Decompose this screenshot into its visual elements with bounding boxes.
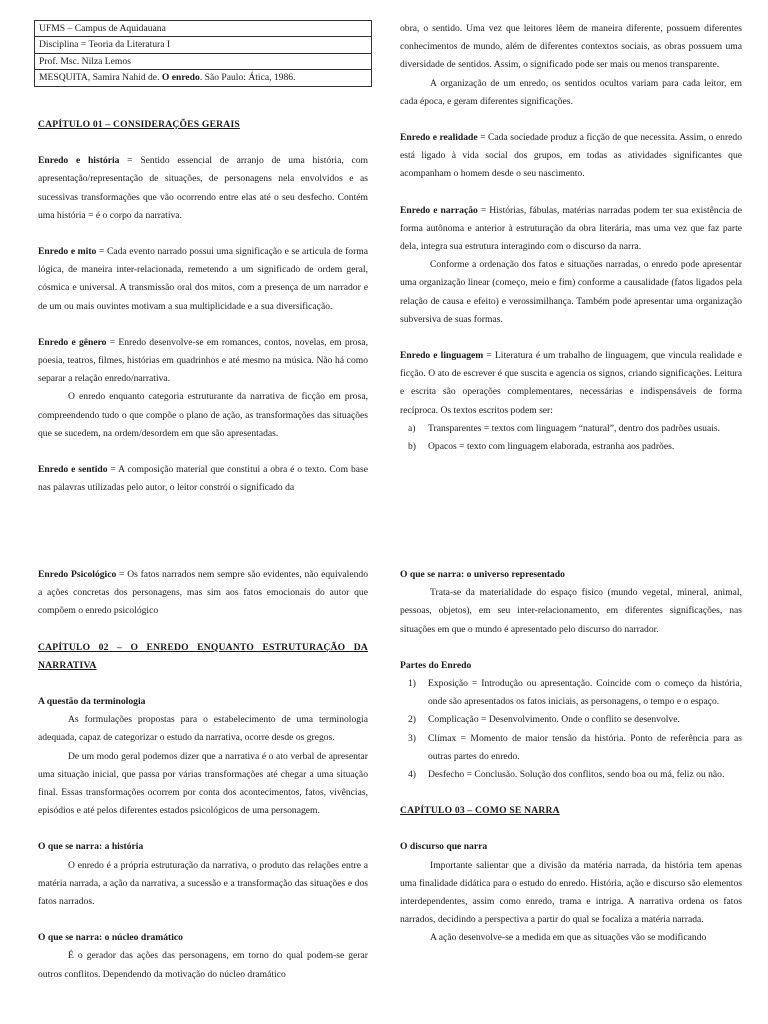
heading-historia: O que se narra: a história — [38, 841, 144, 853]
paragraph-acao-desenvolve: A ação desenvolve-se a medida em que as situações vão se modificando — [430, 932, 707, 944]
paragraph-gerador-acoes: É o gerador das ações das personagens, em torno do qual podem-se gerar outros conflitos. Dependendo da motivação do núcleo dramático — [38, 950, 368, 980]
heading-universo-representado: O que se narra: o universo representado — [400, 569, 565, 580]
paragraph-enredo-categoria: O enredo enquanto categoria estruturante da narrativa de ficção em prosa, compreendendo tudo o que compõe o plano de ação, as transformações das situações que se sucedem, na ordem/desordem em que são apresentadas. — [38, 391, 368, 439]
paragraph-formulacoes: As formulações propostas para o estabelecimento de uma terminologia adequada, capaz de categorizar o estudo da narrativa, ocorre desde os gregos. — [38, 714, 368, 744]
header-professor: Prof. Msc. Nilza Lemos — [35, 54, 371, 70]
paragraph-enredo-sentido: Enredo e sentido = A composição material que constitui a obra é o texto. Com base nas palavras utilizadas pelo autor, o leitor constrói o significado da — [38, 464, 368, 494]
paragraph-enredo-genero: Enredo e gênero = Enredo desenvolve-se em romances, contos, novelas, em prosa, poesia, teatros, filmes, histórias em quadrinhos e até mesmo na música. Não há como separar a relação enredo/narrativa. — [38, 336, 368, 385]
paragraph-enredo-realidade: Enredo e realidade = Cada sociedade produz a ficção de que necessita. Assim, o enredo está ligado à vida social dos grupos, em todas as atividades significantes que acompanham o homem desde o seu nascimento. — [400, 132, 742, 180]
paragraph-enredo-psicologico: Enredo Psicológico = Os fatos narrados nem sempre são evidentes, não equivalendo a ações concretas dos personagens, mas sim aos fatos emocionais do autor que compõem o enredo psicológico — [38, 569, 368, 617]
list-item: a) Transparentes = textos com linguagem “natural”, dentro dos padrões usuais. — [408, 422, 721, 434]
header-info-box — [34, 20, 372, 87]
paragraph-divisao-materia: Importante salientar que a divisão da matéria narrada, da história tem apenas uma finalidade didática para o estudo do enredo. História, ação e discurso são elementos interdependentes, assim como enredo, trama e intriga. A narrativa ordena os fatos narrados, decidindo a perspectiva a partir do qual se focaliza a matéria narrada. — [400, 859, 742, 926]
chapter-1-heading: CAPÍTULO 01 – CONSIDERAÇÕES GERAIS — [38, 119, 240, 130]
paragraph-enredo-mito: Enredo e mito = Cada evento narrado possui uma significação e se articula de forma lógica, de maneira inter-relacionada, remetendo a um significado de ordem geral, cósmica e universal. A transmissão oral dos mitos, com a presença de um narrador e de um ou mais ouvintes motivam a sua multiplicidade e a sua diversificação. — [38, 246, 368, 312]
paragraph-narrativa-ato-verbal: De um modo geral podemos dizer que a narrativa é o ato verbal de apresentar uma situação inicial, que passa por várias transformações até chegar a uma situação final. Essas transformações ocorrem por conta dos acontecimentos, fatos, vivências, episódios e até pelos diferentes estados psicológicos de uma personagem. — [38, 750, 368, 817]
paragraph-organizacao-enredo: A organização de um enredo, os sentidos ocultos variam para cada leitor, em cada época, e geram diferentes significações. — [400, 77, 742, 107]
chapter-2-heading: CAPÍTULO 02 – O ENREDO ENQUANTO ESTRUTURAÇÃO DA NARRATIVA — [38, 641, 368, 671]
list-item: 3) Clímax = Momento de maior tensão da história. Ponto de referência para as outras partes do enredo. — [408, 732, 742, 762]
list-item: 2) Complicação = Desenvolvimento. Onde o conflito se desenvolve. — [408, 714, 680, 726]
bottom-left-column — [38, 566, 368, 984]
top-left-column — [38, 116, 368, 497]
top-right-column — [400, 20, 742, 456]
list-item: 4) Desfecho = Conclusão. Solução dos conflitos, sendo boa ou má, feliz ou não. — [408, 769, 725, 781]
paragraph-ordenacao-fatos: Conforme a ordenação dos fatos e situações narradas, o enredo pode apresentar uma organização linear (começo, meio e fim) conforme a causalidade (fatos ligados pela relação de causa e efeito) e verossimilhança. Também pode apresentar uma organização subversiva de suas formas. — [400, 259, 742, 325]
heading-nucleo-dramatico: O que se narra: o núcleo dramático — [38, 932, 183, 944]
paragraph-enredo-linguagem: Enredo e linguagem = Literatura é um trabalho de linguagem, que vincula realidade e ficção. O ato de escrever é que suscita e agencia os signos, criando significações. Leitura e escrita são operações complementares, necessárias e indispensáveis de forma recíproca. Os textos escritos podem ser: — [400, 350, 742, 416]
list-item: 1) Exposição = Introdução ou apresentação. Coincide com o começo da história, onde são apresentados os fatos iniciais, as personagens, o tempo e o espaço. — [408, 678, 742, 708]
heading-partes-enredo: Partes do Enredo — [400, 659, 472, 671]
heading-discurso-narra: O discurso que narra — [400, 841, 488, 853]
paragraph-enredo-historia: Enredo e história = Sentido essencial de arranjo de uma história, com apresentação/representação de situações, de personagens nela envolvidos e as sucessivas transformações que vão ocorrendo entre elas até o seu desfecho. Contém uma história = é o corpo da narrativa. — [38, 155, 368, 221]
header-institution: UFMS – Campus de Aquidauana — [35, 21, 371, 37]
paragraph-estruturacao: O enredo é a própria estruturação da narrativa, o produto das relações entre a matéria narrada, a ação da narrativa, a sucessão e a transformação das situações e dos fatos narrados. — [38, 859, 368, 908]
chapter-3-heading: CAPÍTULO 03 – COMO SE NARRA — [400, 805, 560, 817]
text-types-list — [400, 420, 742, 456]
heading-terminologia: A questão da terminologia — [38, 696, 146, 708]
bottom-right-column — [400, 566, 742, 948]
header-discipline: Disciplina = Teoria da Literatura I — [35, 37, 371, 53]
paragraph-obra-sentido: obra, o sentido. Uma vez que leitores lêem de maneira diferente, possuem diferentes conhecimentos de mundo, além de diferentes contextos sociais, as obras possuem uma diversidade de sentidos. Assim, o significado pode ser mais ou menos transparente. — [400, 23, 742, 71]
paragraph-enredo-narracao: Enredo e narração = Histórias, fábulas, matérias narradas podem ter sua existência de forma autônoma e anterior à estruturação da obra literária, mas uma vez que faz parte dela, integra sua estrutura interagindo com o discurso da narra. — [400, 204, 742, 253]
header-reference: MESQUITA, Samira Nahid de. O enredo. São Paulo: Ática, 1986. — [39, 72, 296, 84]
paragraph-materialidade: Trata-se da materialidade do espaço físico (mundo vegetal, mineral, animal, pessoas, objetos), em seu inter-relacionamento, em diferentes significações, nas situações em que o mundo é apresentado pelo discurso do narrador. — [400, 587, 742, 635]
list-item: b) Opacos = texto com linguagem elaborada, estranha aos padrões. — [408, 441, 675, 453]
partes-enredo-list — [400, 675, 742, 784]
